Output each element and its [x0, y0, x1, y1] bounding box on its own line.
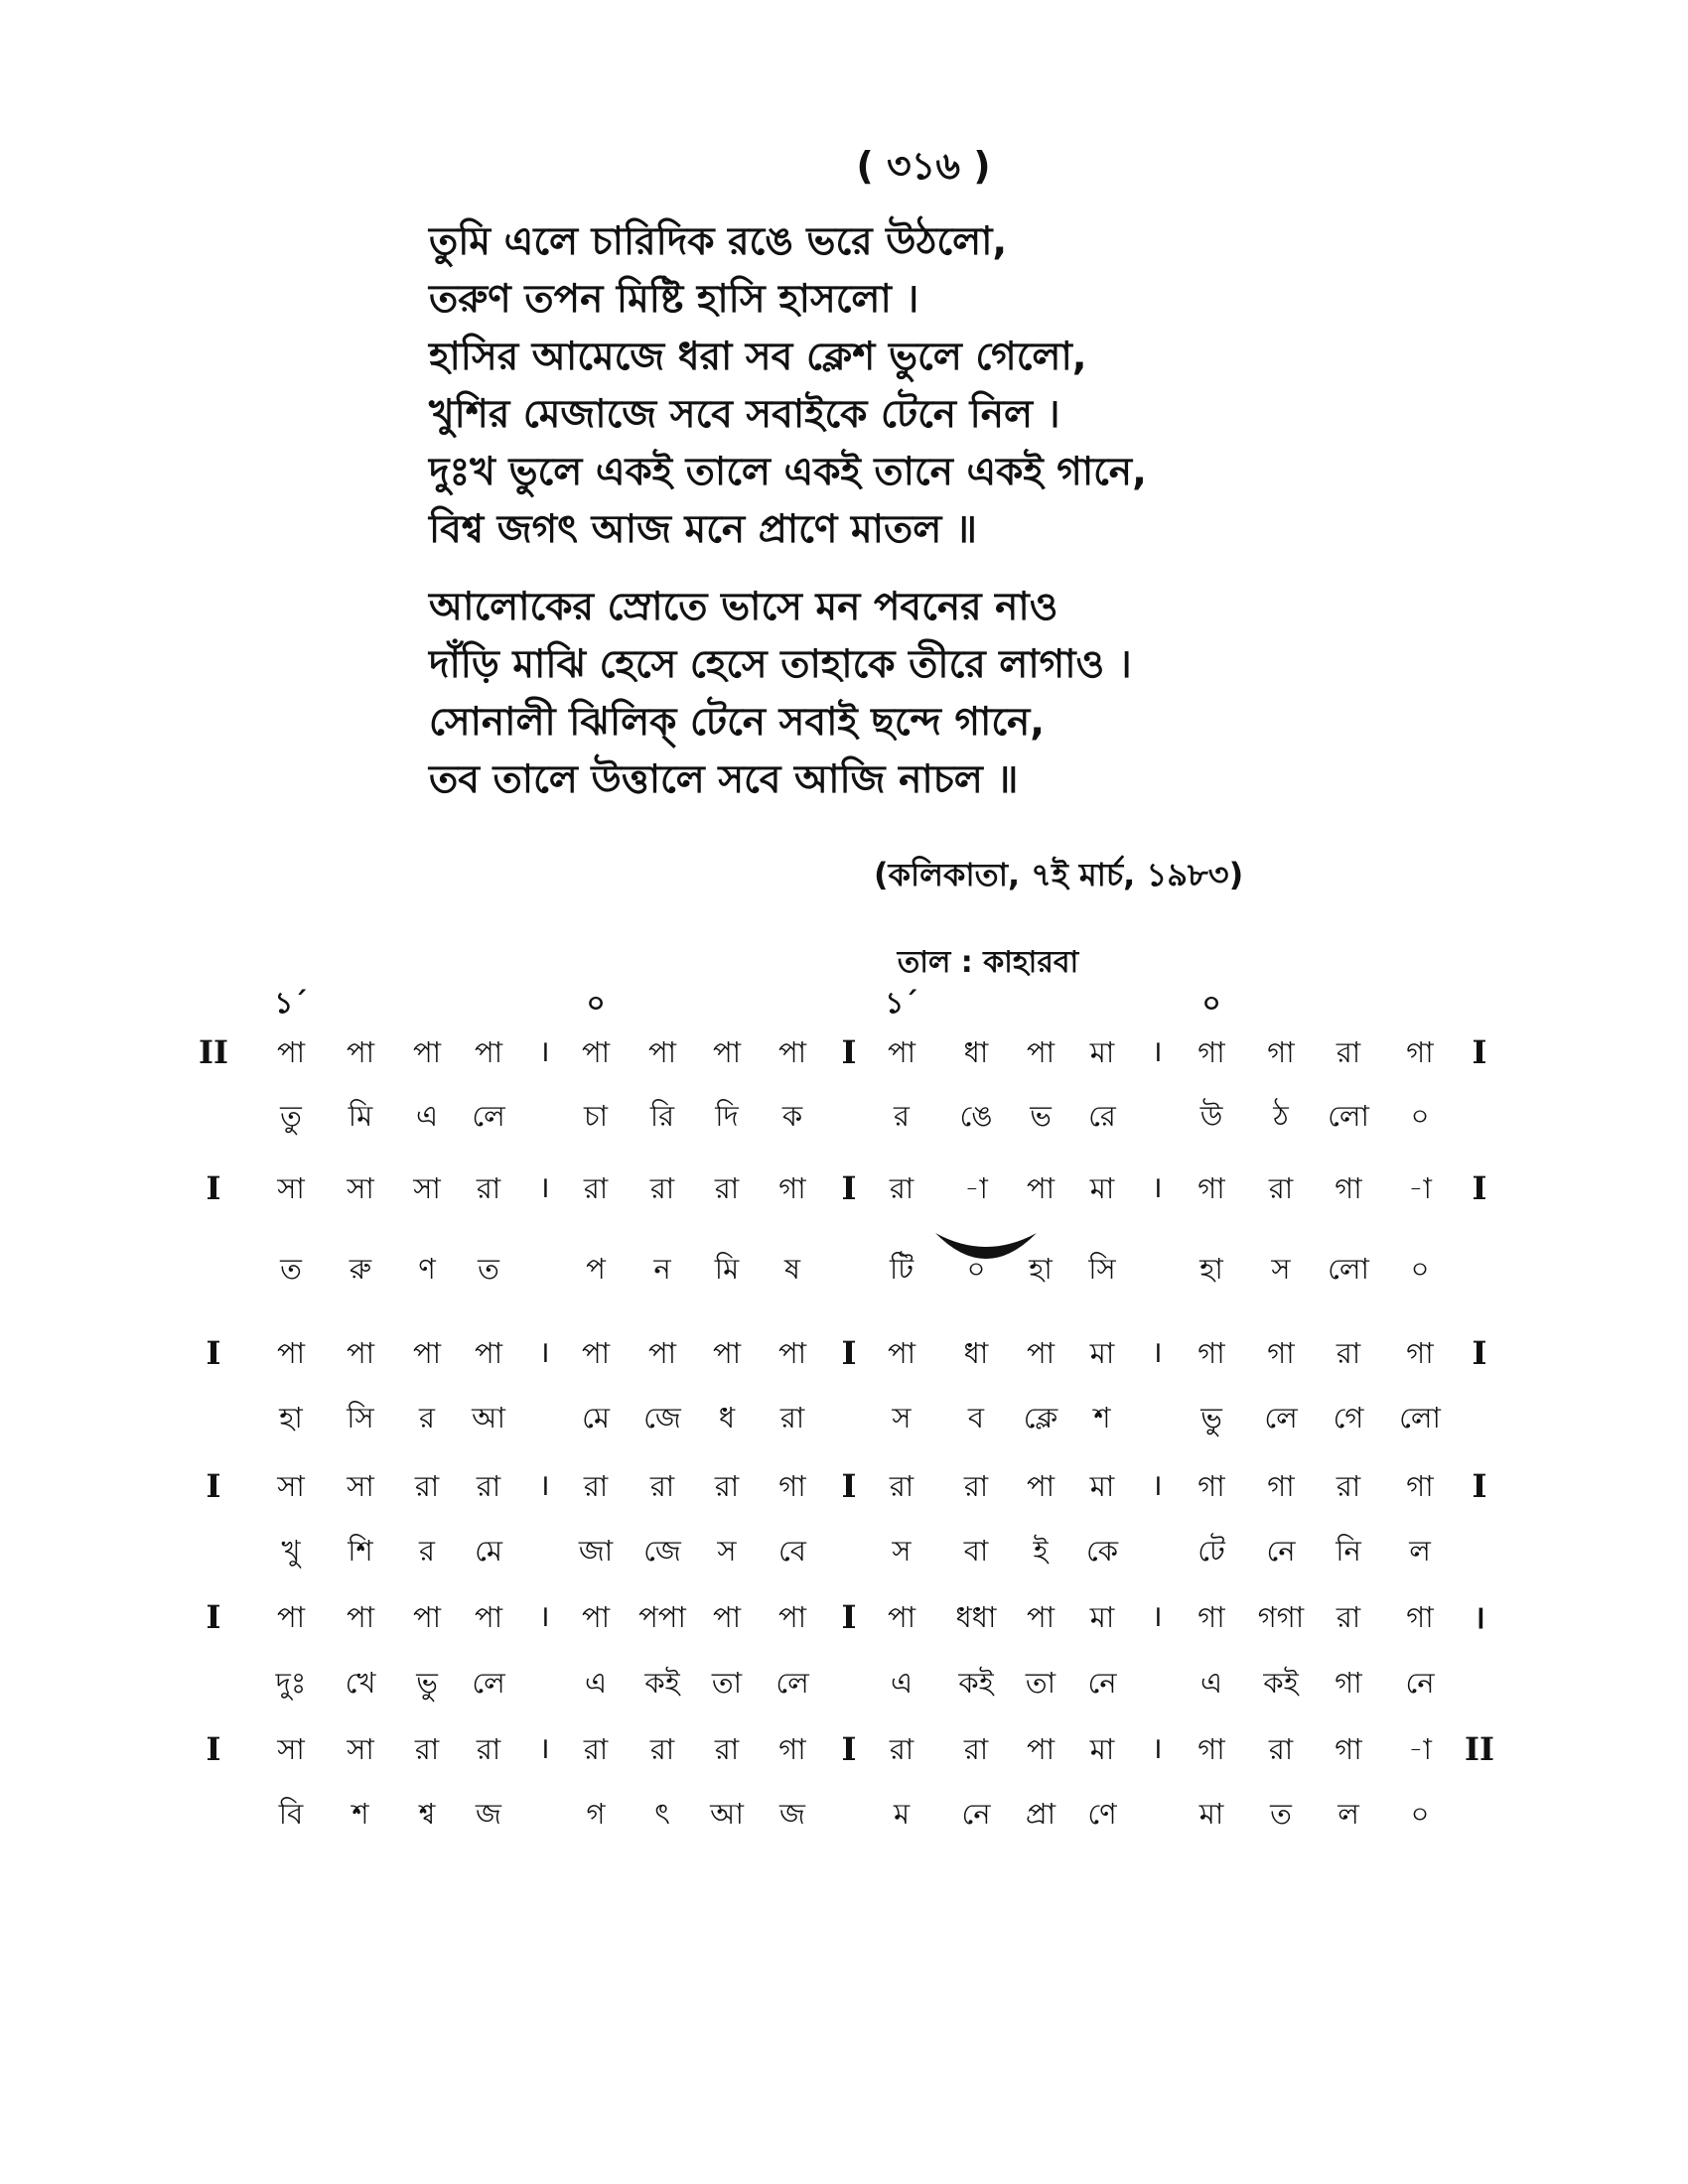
swar-note: পা — [581, 1035, 611, 1069]
row-end-barline: । — [1473, 1598, 1486, 1636]
meend-arc-icon — [931, 1227, 1041, 1267]
swar-note: মা — [1089, 1035, 1115, 1069]
lyric-syllable: কে — [1085, 1534, 1119, 1568]
swar-note: গা — [1197, 1732, 1225, 1766]
lyric-syllable: প — [586, 1252, 606, 1286]
vibhag-barline: । — [538, 1170, 550, 1205]
swar-note: গগা — [1257, 1600, 1305, 1634]
swar-note: পা — [1026, 1336, 1055, 1370]
swar-note: গা — [1267, 1469, 1295, 1503]
vibhag-barline: I — [841, 1334, 857, 1372]
swar-note: সা — [347, 1469, 374, 1503]
lyric-syllable: স — [1271, 1252, 1291, 1286]
lyric-syllable: ব — [967, 1401, 985, 1434]
swar-note: গা — [1197, 1600, 1225, 1634]
lyric-syllable: টি — [889, 1252, 914, 1286]
swar-note: সা — [347, 1171, 374, 1205]
swar-note: রা — [889, 1171, 914, 1205]
vibhag-barline: । — [1151, 1170, 1163, 1205]
swar-note: পপা — [638, 1600, 686, 1634]
lyric-syllable: ত — [1270, 1797, 1292, 1831]
swar-note: পা — [276, 1336, 306, 1370]
lyric-syllable: ভু — [1200, 1401, 1222, 1434]
lyric-syllable: জ — [779, 1797, 805, 1831]
swar-note: -া — [964, 1171, 988, 1205]
swar-note: রা — [963, 1732, 989, 1766]
lyric-line: হাসির আমেজে ধরা সব ক্লেশ ভুলে গেলো, — [429, 335, 1087, 379]
swar-note: গা — [1267, 1035, 1295, 1069]
lyric-syllable: ক্লে — [1023, 1401, 1058, 1434]
lyric-syllable: চা — [583, 1099, 609, 1133]
vibhag-barline: । — [1151, 1731, 1163, 1766]
swar-note: পা — [581, 1336, 611, 1370]
lyric-syllable: ০ — [1410, 1797, 1430, 1831]
lyric-syllable: রে — [1088, 1099, 1116, 1133]
row-start-barline: II — [199, 1033, 228, 1071]
lyric-syllable: সি — [347, 1401, 374, 1434]
lyric-syllable: মা — [1198, 1797, 1224, 1831]
swar-note: রা — [1268, 1732, 1294, 1766]
swar-note: গা — [778, 1469, 806, 1503]
lyric-syllable: শ — [352, 1797, 369, 1831]
swar-note: রা — [1268, 1171, 1294, 1205]
lyric-syllable: ত — [478, 1252, 499, 1286]
swar-note: রা — [476, 1732, 501, 1766]
swar-note: পা — [777, 1336, 807, 1370]
lyric-syllable: হা — [1199, 1252, 1223, 1286]
swar-note: গা — [1335, 1171, 1362, 1205]
swar-note: রা — [714, 1732, 740, 1766]
vibhag-barline: । — [538, 1034, 550, 1069]
swar-note: মা — [1089, 1600, 1115, 1634]
lyric-syllable: সি — [1088, 1252, 1116, 1286]
lyric-syllable: নি — [1336, 1534, 1361, 1568]
lyric-line: খুশির মেজাজে সবে সবাইকে টেনে নিল । — [429, 392, 1060, 437]
lyric-syllable: কই — [644, 1666, 680, 1700]
beat-marker: ১´ — [885, 986, 918, 1020]
lyric-syllable: মি — [714, 1252, 740, 1286]
swar-note: পা — [1026, 1171, 1055, 1205]
lyric-syllable: গে — [1333, 1401, 1364, 1434]
vibhag-barline: । — [538, 1335, 550, 1370]
lyric-syllable: হা — [1029, 1252, 1053, 1286]
swar-note: পা — [412, 1035, 442, 1069]
lyric-syllable: রা — [779, 1401, 805, 1434]
swar-note: সা — [413, 1171, 441, 1205]
lyric-line: তরুণ তপন মিষ্টি হাসি হাসলো । — [429, 277, 919, 322]
row-start-barline: I — [206, 1467, 221, 1505]
swar-note: গা — [1406, 1336, 1434, 1370]
lyric-syllable: নে — [1266, 1534, 1296, 1568]
swar-note: পা — [887, 1600, 916, 1634]
vibhag-barline: । — [538, 1468, 550, 1503]
swar-note: রা — [1336, 1469, 1361, 1503]
lyric-syllable: ণে — [1087, 1797, 1117, 1831]
lyric-syllable: মি — [348, 1099, 373, 1133]
swar-note: সা — [277, 1732, 305, 1766]
lyric-syllable: লে — [775, 1666, 809, 1700]
lyric-line: দুঃখ ভুলে একই তালে একই তানে একই গানে, — [429, 450, 1147, 494]
swar-note: গা — [1197, 1035, 1225, 1069]
swar-note: মা — [1089, 1469, 1115, 1503]
lyric-syllable: নে — [1405, 1666, 1435, 1700]
swar-note: পা — [712, 1336, 742, 1370]
lyric-syllable: বি — [278, 1797, 304, 1831]
vibhag-barline: I — [841, 1598, 857, 1636]
row-start-barline: I — [206, 1730, 221, 1768]
swar-note: পা — [474, 1600, 503, 1634]
lyric-syllable: নে — [961, 1797, 991, 1831]
swar-note: পা — [581, 1600, 611, 1634]
lyric-syllable: ণ — [418, 1252, 436, 1286]
lyric-syllable: ভু — [416, 1666, 438, 1700]
lyric-syllable: মে — [582, 1401, 610, 1434]
swar-note: পা — [887, 1336, 916, 1370]
swar-note: মা — [1089, 1171, 1115, 1205]
lyric-line: তব তালে উত্তালে সবে আজি নাচল ॥ — [429, 757, 1019, 802]
swar-note: গা — [1335, 1732, 1362, 1766]
lyric-syllable: র — [894, 1099, 910, 1133]
lyric-syllable: লে — [1264, 1401, 1298, 1434]
lyric-line: তুমি এলে চারিদিক রঙে ভরে উঠলো, — [429, 219, 1008, 264]
swar-note: রা — [476, 1171, 501, 1205]
vibhag-barline: I — [841, 1730, 857, 1768]
swar-note: পা — [712, 1035, 742, 1069]
swar-note: রা — [714, 1171, 740, 1205]
swar-note: গা — [778, 1171, 806, 1205]
lyric-syllable: লো — [1328, 1252, 1369, 1286]
lyric-syllable: প্রা — [1025, 1797, 1056, 1831]
lyric-syllable: কই — [1263, 1666, 1299, 1700]
lyric-syllable: এ — [584, 1666, 608, 1700]
lyric-line: বিশ্ব জগৎ আজ মনে প্রাণে মাতল ॥ — [429, 507, 977, 552]
swar-note: গা — [1406, 1469, 1434, 1503]
swar-note: রা — [1336, 1035, 1361, 1069]
swar-note: পা — [474, 1035, 503, 1069]
row-end-barline: I — [1472, 1169, 1487, 1207]
lyric-syllable: বা — [963, 1534, 989, 1568]
swar-note: রা — [1336, 1600, 1361, 1634]
lyric-syllable: দুঃ — [275, 1666, 307, 1700]
lyric-line: দাঁড়ি মাঝি হেসে হেসে তাহাকে তীরে লাগাও । — [429, 642, 1132, 687]
swar-note: গা — [1197, 1171, 1225, 1205]
swar-note: ধা — [963, 1336, 989, 1370]
swar-note: রা — [963, 1469, 989, 1503]
lyric-syllable: শি — [348, 1534, 373, 1568]
lyric-syllable: রি — [649, 1099, 675, 1133]
swar-note: পা — [346, 1336, 375, 1370]
beat-marker: ১´ — [274, 986, 308, 1020]
lyric-syllable: রু — [349, 1252, 372, 1286]
swar-note: -া — [1408, 1171, 1432, 1205]
row-end-barline: II — [1465, 1730, 1494, 1768]
row-end-barline: I — [1472, 1334, 1487, 1372]
swar-note: সা — [347, 1732, 374, 1766]
swar-note: গা — [778, 1732, 806, 1766]
row-start-barline: I — [206, 1169, 221, 1207]
swar-note: গা — [1406, 1035, 1434, 1069]
swar-note: রা — [1336, 1336, 1361, 1370]
swar-note: রা — [476, 1469, 501, 1503]
swar-note: গা — [1406, 1600, 1434, 1634]
swar-note: পা — [276, 1035, 306, 1069]
lyric-syllable: খে — [345, 1666, 376, 1700]
lyric-syllable: আ — [472, 1401, 505, 1434]
swar-note: পা — [276, 1600, 306, 1634]
lyric-syllable: জা — [578, 1534, 614, 1568]
swar-note: গা — [1197, 1469, 1225, 1503]
lyric-syllable: ই — [1033, 1534, 1049, 1568]
page-number: ( ৩১৬ ) — [856, 144, 991, 188]
swar-note: রা — [649, 1469, 675, 1503]
swar-note: পা — [777, 1035, 807, 1069]
place-date: (কলিকাতা, ৭ই মার্চ, ১৯৮৩) — [874, 856, 1244, 893]
lyric-syllable: তা — [1025, 1666, 1056, 1700]
vibhag-barline: । — [538, 1731, 550, 1766]
swar-note: পা — [712, 1600, 742, 1634]
swar-note: রা — [649, 1732, 675, 1766]
lyric-syllable: মে — [475, 1534, 502, 1568]
lyric-syllable: জ — [476, 1797, 501, 1831]
lyric-line: আলোকের স্রোতে ভাসে মন পবনের নাও — [429, 585, 1058, 629]
swar-note: পা — [1026, 1469, 1055, 1503]
swar-note: ধধা — [955, 1600, 997, 1634]
row-start-barline: I — [206, 1598, 221, 1636]
lyric-syllable: ০ — [966, 1252, 986, 1286]
lyric-syllable: টে — [1197, 1534, 1225, 1568]
swar-note: সা — [277, 1171, 305, 1205]
lyric-syllable: ক — [781, 1099, 803, 1133]
vibhag-barline: I — [841, 1033, 857, 1071]
lyric-syllable: ন — [653, 1252, 671, 1286]
lyric-syllable: শ্ব — [418, 1797, 436, 1831]
lyric-syllable: লো — [1399, 1401, 1441, 1434]
swar-note: গা — [1267, 1336, 1295, 1370]
lyric-syllable: উ — [1199, 1099, 1223, 1133]
lyric-syllable: ভ — [1030, 1099, 1052, 1133]
lyric-syllable: জে — [643, 1534, 681, 1568]
lyric-syllable: লে — [472, 1666, 505, 1700]
swar-note: রা — [414, 1469, 440, 1503]
lyric-syllable: জে — [643, 1401, 681, 1434]
lyric-syllable: ঙে — [959, 1099, 993, 1133]
swar-note: -া — [1408, 1732, 1432, 1766]
lyric-syllable: গ — [586, 1797, 606, 1831]
lyric-syllable: র — [419, 1534, 435, 1568]
lyric-syllable: ত — [280, 1252, 302, 1286]
vibhag-barline: । — [1151, 1335, 1163, 1370]
lyric-syllable: এ — [890, 1666, 914, 1700]
swar-note: মা — [1089, 1336, 1115, 1370]
swar-note: পা — [412, 1336, 442, 1370]
lyric-syllable: ঠ — [1273, 1099, 1289, 1133]
lyric-syllable: স — [892, 1534, 912, 1568]
lyric-syllable: ০ — [1410, 1252, 1430, 1286]
lyric-syllable: আ — [710, 1797, 744, 1831]
vibhag-barline: I — [841, 1169, 857, 1207]
vibhag-barline: । — [1151, 1599, 1163, 1634]
lyric-syllable: লে — [472, 1099, 505, 1133]
swar-note: পা — [647, 1336, 677, 1370]
row-end-barline: I — [1472, 1033, 1487, 1071]
swar-note: রা — [583, 1732, 609, 1766]
lyric-syllable: ধ — [718, 1401, 736, 1434]
lyric-syllable: ল — [1409, 1534, 1431, 1568]
swar-note: রা — [889, 1469, 914, 1503]
lyric-syllable: তু — [280, 1099, 302, 1133]
lyric-syllable: গা — [1335, 1666, 1362, 1700]
lyric-syllable: হা — [279, 1401, 303, 1434]
swar-note: পা — [1026, 1732, 1055, 1766]
vibhag-barline: । — [538, 1599, 550, 1634]
swar-note: রা — [714, 1469, 740, 1503]
vibhag-barline: । — [1151, 1468, 1163, 1503]
swar-note: রা — [414, 1732, 440, 1766]
swar-note: রা — [649, 1171, 675, 1205]
swar-note: পা — [1026, 1600, 1055, 1634]
swar-note: পা — [346, 1600, 375, 1634]
lyric-syllable: লো — [1328, 1099, 1369, 1133]
lyric-syllable: ৎ — [654, 1797, 670, 1831]
lyric-syllable: বে — [778, 1534, 806, 1568]
lyric-syllable: নে — [1087, 1666, 1117, 1700]
swar-note: রা — [583, 1171, 609, 1205]
lyric-syllable: কই — [958, 1666, 994, 1700]
swar-note: পা — [346, 1035, 375, 1069]
lyric-line: সোনালী ঝিলিক্ টেনে সবাই ছন্দে গানে, — [429, 700, 1046, 745]
lyric-syllable: এ — [1199, 1666, 1223, 1700]
swar-note: পা — [647, 1035, 677, 1069]
vibhag-barline: । — [1151, 1034, 1163, 1069]
swar-note: ধা — [963, 1035, 989, 1069]
lyric-syllable: শ — [1093, 1401, 1111, 1434]
vibhag-barline: I — [841, 1467, 857, 1505]
lyric-syllable: এ — [415, 1099, 439, 1133]
row-end-barline: I — [1472, 1467, 1487, 1505]
lyric-syllable: স — [717, 1534, 737, 1568]
row-start-barline: I — [206, 1334, 221, 1372]
lyric-syllable: র — [419, 1401, 435, 1434]
swar-note: পা — [887, 1035, 916, 1069]
swar-note: মা — [1089, 1732, 1115, 1766]
beat-marker: ০ — [1201, 986, 1221, 1020]
taal-heading: তাল : কাহারবা — [897, 945, 1079, 980]
lyric-syllable: তা — [711, 1666, 743, 1700]
swar-note: রা — [583, 1469, 609, 1503]
swar-note: রা — [889, 1732, 914, 1766]
swar-note: সা — [277, 1469, 305, 1503]
lyric-syllable: স — [892, 1401, 912, 1434]
lyric-syllable: ষ — [784, 1252, 800, 1286]
lyric-syllable: ল — [1337, 1797, 1359, 1831]
swar-note: পা — [474, 1336, 503, 1370]
lyric-syllable: ম — [893, 1797, 911, 1831]
lyric-syllable: দি — [715, 1099, 739, 1133]
swar-note: গা — [1197, 1336, 1225, 1370]
swar-note: পা — [1026, 1035, 1055, 1069]
lyric-syllable: খু — [281, 1534, 301, 1568]
swar-note: পা — [412, 1600, 442, 1634]
lyric-syllable: ০ — [1410, 1099, 1430, 1133]
swar-note: পা — [777, 1600, 807, 1634]
beat-marker: ০ — [586, 986, 606, 1020]
